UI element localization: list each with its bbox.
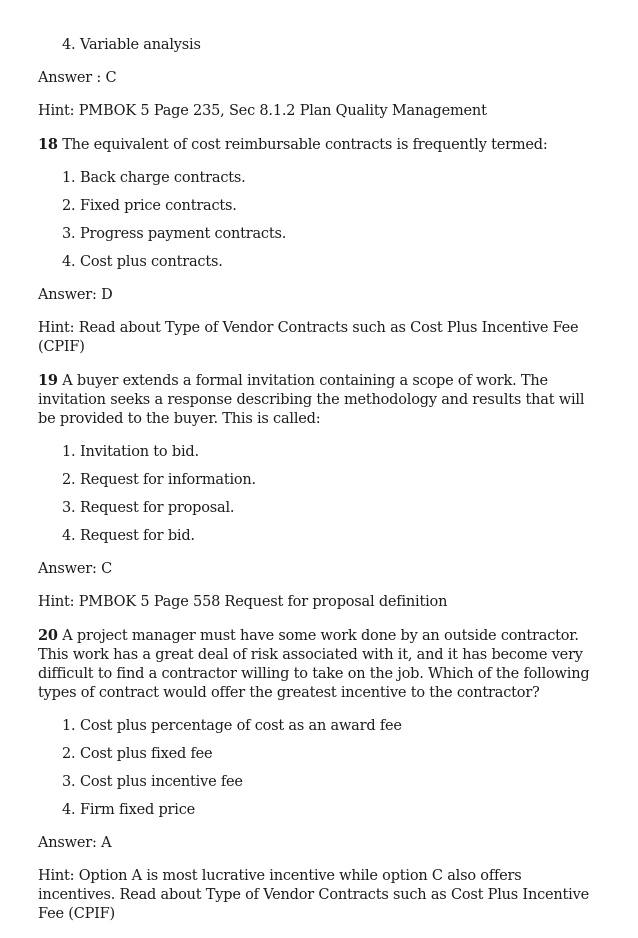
option-item (38, 499, 603, 518)
option-item (38, 801, 603, 820)
hint-19: Hint: PMBOK 5 Page 558 Request for proposal definition (38, 594, 448, 610)
question-18 (38, 135, 603, 155)
question-text: A buyer extends a formal invitation containing a scope of work. The invitation seeks a response describing the methodology and results that will be provided to the buyer. This is called: (38, 373, 585, 427)
option-text: Cost plus contracts. (80, 254, 223, 270)
option-text: Progress payment contracts. (80, 226, 287, 242)
option-number: 3. (62, 500, 76, 516)
question-20 (38, 626, 603, 703)
option-text: Variable analysis (80, 37, 201, 53)
option-item (38, 745, 603, 764)
answer-19: Answer: C (38, 561, 112, 577)
option-item (38, 36, 603, 55)
question-19-options (38, 443, 603, 546)
option-text: Invitation to bid. (80, 444, 199, 460)
option-item (38, 717, 603, 736)
option-text: Cost plus percentage of cost as an award fee (80, 718, 402, 734)
option-number: 3. (62, 774, 76, 790)
question-number: 18 (38, 136, 58, 153)
option-item (38, 197, 603, 216)
prev-answer: Answer : C (38, 70, 117, 86)
option-number: 1. (62, 170, 76, 186)
option-text: Firm fixed price (80, 802, 195, 818)
prev-question-options (38, 36, 603, 55)
option-text: Back charge contracts. (80, 170, 246, 186)
document-page (38, 36, 603, 938)
option-text: Request for proposal. (80, 500, 235, 516)
question-text: The equivalent of cost reimbursable contracts is frequently termed: (62, 137, 548, 153)
option-number: 4. (62, 528, 76, 544)
option-text: Request for bid. (80, 528, 195, 544)
option-item (38, 443, 603, 462)
option-number: 2. (62, 472, 76, 488)
option-item (38, 527, 603, 546)
answer-20: Answer: A (38, 835, 112, 851)
option-number: 2. (62, 198, 76, 214)
option-text: Fixed price contracts. (80, 198, 237, 214)
answer-18: Answer: D (38, 287, 113, 303)
option-number: 1. (62, 444, 76, 460)
option-number: 4. (62, 254, 76, 270)
option-item (38, 773, 603, 792)
option-item (38, 225, 603, 244)
option-number: 1. (62, 718, 76, 734)
hint-20: Hint: Option A is most lucrative incentive while option C also offers incentives. Read about Type of Vendor Contracts such as Cost Plus Incentive Fee (CPIF) (38, 868, 589, 922)
option-number: 2. (62, 746, 76, 762)
option-item (38, 471, 603, 490)
question-20-options (38, 717, 603, 820)
option-text: Cost plus fixed fee (80, 746, 213, 762)
question-number: 20 (38, 627, 58, 644)
prev-hint: Hint: PMBOK 5 Page 235, Sec 8.1.2 Plan Quality Management (38, 103, 487, 119)
option-item (38, 253, 603, 272)
option-text: Request for information. (80, 472, 256, 488)
option-item (38, 169, 603, 188)
question-number: 19 (38, 372, 58, 389)
question-text: A project manager must have some work done by an outside contractor. This work has a great deal of risk associated with it, and it has become very difficult to find a contractor willing to take on the job. Which of the following types of contract would offer the greatest incentive to the contractor? (38, 628, 590, 701)
option-number: 4. (62, 802, 76, 818)
question-18-options (38, 169, 603, 272)
option-text: Cost plus incentive fee (80, 774, 243, 790)
option-number: 4. (62, 37, 76, 53)
question-19 (38, 371, 603, 429)
hint-18: Hint: Read about Type of Vendor Contracts such as Cost Plus Incentive Fee (CPIF) (38, 320, 579, 355)
option-number: 3. (62, 226, 76, 242)
